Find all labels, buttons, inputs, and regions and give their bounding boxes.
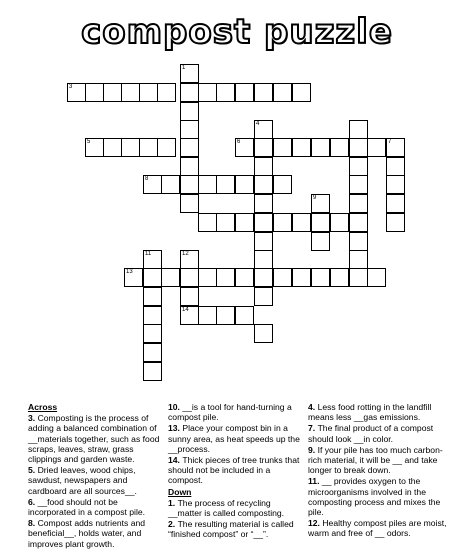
- grid-cell[interactable]: [311, 213, 330, 232]
- grid-cell[interactable]: [254, 83, 273, 102]
- grid-cell[interactable]: [273, 138, 292, 157]
- grid-cell[interactable]: [180, 268, 199, 287]
- grid-cell[interactable]: [386, 138, 405, 157]
- grid-cell[interactable]: [198, 268, 217, 287]
- grid-cell[interactable]: [349, 138, 368, 157]
- grid-cell[interactable]: [216, 175, 235, 194]
- clue-label: 9.: [308, 444, 318, 455]
- grid-cell[interactable]: [273, 268, 292, 287]
- clue-number: 5: [87, 139, 91, 145]
- grid-cell[interactable]: [143, 306, 162, 325]
- down-clues-column: [308, 402, 448, 540]
- clue-number: 14: [182, 307, 189, 313]
- clue: [308, 423, 448, 443]
- grid-cell[interactable]: [180, 102, 199, 121]
- across-clues-column: [28, 402, 160, 550]
- grid-cell[interactable]: [330, 138, 349, 157]
- clue: [168, 455, 306, 486]
- grid-cell[interactable]: [254, 250, 273, 269]
- grid-cell[interactable]: [235, 268, 254, 287]
- clue-text: Compost adds nutrients and beneficial__, holds water, and improves plant growth.: [28, 518, 146, 549]
- grid-cell[interactable]: [273, 175, 292, 194]
- grid-cell[interactable]: [235, 175, 254, 194]
- grid-cell[interactable]: [235, 138, 254, 157]
- grid-cell[interactable]: [216, 213, 235, 232]
- clue-number: 12: [182, 251, 189, 257]
- grid-cell[interactable]: [235, 306, 254, 325]
- clue-text: Less food rotting in the landfill means less __gas emissions.: [308, 402, 432, 423]
- grid-cell[interactable]: [143, 268, 162, 287]
- clue-text: The process of recycling __matter is called composting.: [168, 497, 285, 519]
- grid-cell[interactable]: [143, 343, 162, 362]
- grid-cell[interactable]: [311, 232, 330, 251]
- grid-cell[interactable]: [349, 250, 368, 269]
- grid-cell[interactable]: [216, 268, 235, 287]
- grid-cell[interactable]: [143, 362, 162, 381]
- clue-label: 1.: [168, 497, 178, 508]
- grid-cell[interactable]: [254, 213, 273, 232]
- grid-cell[interactable]: [254, 194, 273, 213]
- grid-cell[interactable]: [292, 213, 311, 232]
- grid-cell[interactable]: [139, 83, 158, 102]
- grid-cell[interactable]: [143, 324, 162, 343]
- grid-cell[interactable]: [67, 83, 86, 102]
- grid-cell[interactable]: [198, 213, 217, 232]
- clue-text: Healthy compost piles are moist, warm and free of __ odors.: [308, 518, 447, 539]
- clue-label: 14.: [168, 455, 183, 466]
- grid-cell[interactable]: [180, 120, 199, 139]
- clue-number: 7: [388, 139, 392, 145]
- clue: [308, 476, 448, 517]
- grid-cell[interactable]: [180, 194, 199, 213]
- grid-cell[interactable]: [198, 175, 217, 194]
- middle-clues-column: [168, 402, 306, 541]
- clue-label: 7.: [308, 423, 318, 434]
- grid-cell[interactable]: [235, 213, 254, 232]
- grid-cell[interactable]: [254, 138, 273, 157]
- puzzle-title: compost puzzle: [81, 12, 393, 52]
- grid-cell[interactable]: [386, 213, 405, 232]
- clue-label: 5.: [28, 465, 38, 476]
- clue: [28, 497, 160, 517]
- grid-cell[interactable]: [386, 157, 405, 176]
- clue-label: 12.: [308, 518, 323, 529]
- grid-cell[interactable]: [254, 268, 273, 287]
- across-header: Across: [28, 402, 58, 412]
- grid-cell[interactable]: [180, 138, 199, 157]
- grid-cell[interactable]: [311, 138, 330, 157]
- clue-text: __food should not be incorporated in a compost pile.: [28, 496, 146, 518]
- grid-cell[interactable]: [180, 64, 199, 83]
- grid-cell[interactable]: [85, 83, 104, 102]
- grid-cell[interactable]: [216, 83, 235, 102]
- clue: [308, 402, 448, 422]
- grid-cell[interactable]: [139, 138, 158, 157]
- grid-cell[interactable]: [103, 83, 122, 102]
- grid-cell[interactable]: [124, 268, 143, 287]
- grid-cell[interactable]: [367, 138, 386, 157]
- grid-cell[interactable]: [367, 268, 386, 287]
- grid-cell[interactable]: [349, 213, 368, 232]
- grid-cell[interactable]: [198, 83, 217, 102]
- clue-text: Composting is the process of adding a balanced combination of __materials together, such as food scraps, leaves, straw, grass clippings and garden waste.: [28, 413, 160, 465]
- grid-cell[interactable]: [273, 213, 292, 232]
- clue: [308, 445, 448, 476]
- grid-cell[interactable]: [180, 157, 199, 176]
- grid-cell[interactable]: [254, 232, 273, 251]
- clue-text: Dried leaves, wood chips, sawdust, newspapers and cardboard are all sources__.: [28, 465, 137, 496]
- grid-cell[interactable]: [349, 268, 368, 287]
- grid-cell[interactable]: [143, 287, 162, 306]
- clue-text: The resulting material is called “finished compost” or “__”.: [168, 519, 294, 540]
- grid-cell[interactable]: [349, 175, 368, 194]
- grid-cell[interactable]: [254, 175, 273, 194]
- clue-label: 6.: [28, 496, 38, 507]
- grid-cell[interactable]: [121, 138, 140, 157]
- clue-number: 11: [145, 251, 152, 257]
- grid-cell[interactable]: [386, 175, 405, 194]
- clue-text: If your pile has too much carbon-rich material, it will be __ and take longer to break down.: [308, 444, 443, 476]
- clue: [28, 413, 160, 464]
- clue-text: The final product of a compost should look __in color.: [308, 423, 434, 444]
- clue: [168, 423, 306, 454]
- grid-cell[interactable]: [161, 175, 180, 194]
- clue-number: 13: [126, 269, 133, 275]
- grid-cell[interactable]: [254, 324, 273, 343]
- clue-label: 13.: [168, 423, 183, 434]
- clue: [28, 465, 160, 496]
- clue-text: __is a tool for hand-turning a compost pile.: [168, 402, 292, 423]
- clue-label: 8.: [28, 518, 38, 529]
- grid-cell[interactable]: [254, 287, 273, 306]
- clue-number: 6: [237, 139, 241, 145]
- grid-cell[interactable]: [85, 138, 104, 157]
- grid-cell[interactable]: [161, 268, 180, 287]
- clue: [168, 498, 306, 518]
- grid-cell[interactable]: [198, 306, 217, 325]
- grid-cell[interactable]: [386, 194, 405, 213]
- grid-cell[interactable]: [349, 120, 368, 139]
- clue-label: 10.: [168, 402, 183, 412]
- clue-text: Place your compost bin in a sunny area, as heat speeds up the __process.: [168, 423, 300, 454]
- clue-number: 3: [69, 84, 73, 90]
- grid-cell[interactable]: [180, 287, 199, 306]
- down-header: Down: [168, 486, 192, 497]
- grid-cell[interactable]: [180, 83, 199, 102]
- clue-number: 4: [256, 121, 260, 127]
- clue-label: 11.: [308, 476, 322, 487]
- clue-text: __ provides oxygen to the microorganisms involved in the composting process and mixes the pile.: [308, 476, 441, 518]
- grid-cell[interactable]: [180, 250, 199, 269]
- clue: [168, 519, 306, 539]
- clue: [28, 518, 160, 549]
- grid-cell[interactable]: [292, 83, 311, 102]
- grid-cell[interactable]: [349, 157, 368, 176]
- clue: [168, 402, 306, 422]
- grid-cell[interactable]: [292, 138, 311, 157]
- grid-cell[interactable]: [330, 268, 349, 287]
- grid-cell[interactable]: [143, 175, 162, 194]
- clue-number: 9: [313, 195, 317, 201]
- grid-cell[interactable]: [349, 232, 368, 251]
- grid-cell[interactable]: [235, 83, 254, 102]
- grid-cell[interactable]: [180, 306, 199, 325]
- grid-cell[interactable]: [103, 138, 122, 157]
- clue-label: 2.: [168, 519, 178, 530]
- grid-cell[interactable]: [349, 194, 368, 213]
- grid-cell[interactable]: [292, 268, 311, 287]
- grid-cell[interactable]: [157, 138, 176, 157]
- clue-number: 1: [182, 65, 186, 71]
- grid-cell[interactable]: [273, 83, 292, 102]
- grid-cell[interactable]: [311, 268, 330, 287]
- clue-label: 3.: [28, 413, 38, 424]
- grid-cell[interactable]: [311, 194, 330, 213]
- grid-cell[interactable]: [121, 83, 140, 102]
- grid-cell[interactable]: [330, 213, 349, 232]
- clue-label: 4.: [308, 402, 318, 412]
- clue: [308, 518, 448, 538]
- grid-cell[interactable]: [254, 157, 273, 176]
- grid-cell[interactable]: [143, 250, 162, 269]
- clue-text: Thick pieces of tree trunks that should not be included in a compost.: [168, 455, 300, 486]
- grid-cell[interactable]: [157, 83, 176, 102]
- clue-number: 8: [145, 176, 149, 182]
- grid-cell[interactable]: [254, 120, 273, 139]
- grid-cell[interactable]: [216, 306, 235, 325]
- grid-cell[interactable]: [180, 175, 199, 194]
